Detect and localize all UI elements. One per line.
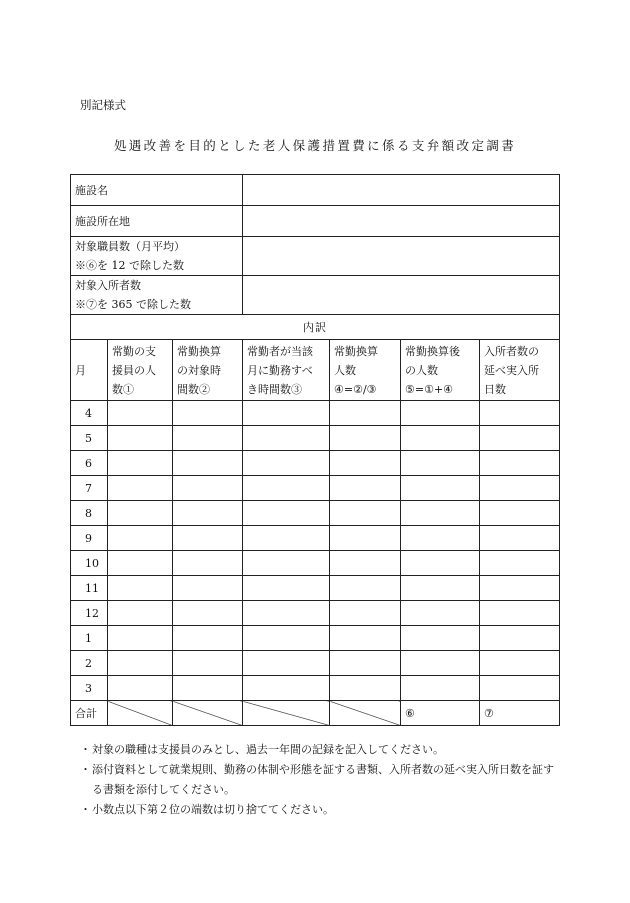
data-cell[interactable] (330, 426, 401, 451)
data-cell[interactable] (480, 576, 560, 601)
data-cell[interactable] (480, 451, 560, 476)
data-cell[interactable] (108, 651, 173, 676)
table-row (71, 476, 560, 501)
data-cell[interactable] (243, 401, 330, 426)
data-cell[interactable] (330, 476, 401, 501)
data-cell[interactable] (108, 551, 173, 576)
table-row (71, 426, 560, 451)
month-cell: 10 (71, 551, 108, 576)
table-row (71, 576, 560, 601)
month-cell: 5 (71, 426, 108, 451)
data-cell[interactable] (480, 676, 560, 701)
column-header-row (71, 340, 560, 401)
data-cell[interactable] (480, 501, 560, 526)
data-cell[interactable] (173, 426, 243, 451)
data-cell[interactable] (243, 651, 330, 676)
data-cell[interactable] (173, 451, 243, 476)
notes (80, 740, 560, 820)
note-item: ・ 小数点以下第２位の端数は切り捨ててください。 (80, 800, 560, 820)
data-cell[interactable] (173, 676, 243, 701)
data-cell[interactable] (480, 626, 560, 651)
data-cell[interactable] (108, 576, 173, 601)
data-cell[interactable] (330, 551, 401, 576)
data-cell[interactable] (243, 526, 330, 551)
table-row (71, 601, 560, 626)
total-cell-diagonal (330, 701, 401, 726)
month-cell: 12 (71, 601, 108, 626)
table-row (71, 501, 560, 526)
month-cell: 1 (71, 626, 108, 651)
info-row-resident-count (71, 276, 560, 315)
column-header-converted-count: 常勤換算 人数 ④=②/③ (330, 340, 401, 401)
data-cell[interactable] (108, 626, 173, 651)
data-cell[interactable] (480, 551, 560, 576)
column-header-fulltime-staff: 常勤の支 援員の人 数① (108, 340, 173, 401)
info-row-staff-count (71, 237, 560, 276)
resident-count-value[interactable] (243, 276, 560, 315)
data-cell[interactable] (401, 501, 480, 526)
total-cell-diagonal (108, 701, 173, 726)
info-row-facility-address (71, 206, 560, 237)
column-header-resident-days: 入所者数の 延べ実入所 日数 (480, 340, 560, 401)
data-cell[interactable] (480, 651, 560, 676)
total-resident-days-value[interactable]: ⑦ (480, 701, 560, 726)
data-cell[interactable] (243, 676, 330, 701)
data-cell[interactable] (243, 501, 330, 526)
data-cell[interactable] (401, 551, 480, 576)
data-cell[interactable] (243, 601, 330, 626)
data-cell[interactable] (330, 651, 401, 676)
data-cell[interactable] (243, 476, 330, 501)
table-row (71, 551, 560, 576)
column-header-target-hours: 常勤換算 の対象時 間数② (173, 340, 243, 401)
total-label: 合計 (71, 701, 108, 726)
month-cell: 3 (71, 676, 108, 701)
breakdown-header: 内訳 (71, 315, 560, 340)
total-staff-value[interactable]: ⑥ (401, 701, 480, 726)
month-cell: 4 (71, 401, 108, 426)
month-cell: 11 (71, 576, 108, 601)
staff-count-value[interactable] (243, 237, 560, 276)
data-cell[interactable] (480, 426, 560, 451)
data-cell[interactable] (108, 676, 173, 701)
form-label: 別記様式 (80, 98, 126, 112)
data-cell[interactable] (330, 601, 401, 626)
table-row (71, 651, 560, 676)
data-cell[interactable] (173, 601, 243, 626)
table-row (71, 626, 560, 651)
data-cell[interactable] (330, 451, 401, 476)
table-row (71, 526, 560, 551)
data-cell[interactable] (243, 576, 330, 601)
data-cell[interactable] (173, 501, 243, 526)
month-cell: 8 (71, 501, 108, 526)
data-cell[interactable] (243, 551, 330, 576)
column-header-required-hours: 常勤者が当該 月に勤務すべ き時間数③ (243, 340, 330, 401)
table-row (71, 401, 560, 426)
data-cell[interactable] (401, 401, 480, 426)
data-cell[interactable] (330, 676, 401, 701)
staff-count-label: 対象職員数（月平均） ※⑥を 12 で除した数 (71, 237, 243, 276)
data-cell[interactable] (330, 526, 401, 551)
table-row (71, 676, 560, 701)
data-cell[interactable] (108, 451, 173, 476)
total-row (71, 701, 560, 726)
data-cell[interactable] (173, 401, 243, 426)
table-row (71, 451, 560, 476)
data-cell[interactable] (401, 426, 480, 451)
total-cell-diagonal (173, 701, 243, 726)
data-cell[interactable] (173, 476, 243, 501)
data-cell[interactable] (243, 426, 330, 451)
data-cell[interactable] (243, 451, 330, 476)
data-cell[interactable] (330, 501, 401, 526)
data-cell[interactable] (243, 626, 330, 651)
month-cell: 7 (71, 476, 108, 501)
data-cell[interactable] (108, 501, 173, 526)
data-cell[interactable] (401, 451, 480, 476)
note-item: ・ 添付資料として就業規則、勤務の体制や形態を証する書類、入所者数の延べ実入所日数を証する書類を添付してください。 (80, 760, 560, 800)
column-header-total-after-conversion: 常勤換算後 の人数 ⑤=①+④ (401, 340, 480, 401)
breakdown-row (71, 315, 560, 340)
data-cell[interactable] (173, 576, 243, 601)
data-cell[interactable] (173, 651, 243, 676)
data-cell[interactable] (108, 601, 173, 626)
document-title: 処遇改善を目的とした老人保護措置費に係る支弁額改定調書 (113, 138, 517, 153)
month-cell: 2 (71, 651, 108, 676)
facility-name-value[interactable] (243, 175, 560, 206)
data-cell[interactable] (401, 601, 480, 626)
total-cell-diagonal (243, 701, 330, 726)
data-cell[interactable] (401, 576, 480, 601)
data-cell[interactable] (108, 401, 173, 426)
note-item: ・ 対象の職種は支援員のみとし、過去一年間の記録を記入してください。 (80, 740, 560, 760)
facility-name-label: 施設名 (71, 175, 243, 206)
data-cell[interactable] (330, 576, 401, 601)
data-cell[interactable] (480, 476, 560, 501)
data-cell[interactable] (401, 526, 480, 551)
month-cell: 9 (71, 526, 108, 551)
month-cell: 6 (71, 451, 108, 476)
data-cell[interactable] (173, 551, 243, 576)
data-cell[interactable] (401, 676, 480, 701)
data-cell[interactable] (108, 426, 173, 451)
column-header-month: 月 (71, 340, 108, 401)
data-cell[interactable] (401, 651, 480, 676)
data-cell[interactable] (401, 476, 480, 501)
month-rows (71, 401, 560, 701)
info-row-facility-name (71, 175, 560, 206)
facility-address-label: 施設所在地 (71, 206, 243, 237)
data-cell[interactable] (108, 526, 173, 551)
data-cell[interactable] (173, 526, 243, 551)
resident-count-label: 対象入所者数 ※⑦を 365 で除した数 (71, 276, 243, 315)
data-cell[interactable] (401, 626, 480, 651)
data-cell[interactable] (330, 401, 401, 426)
data-cell[interactable] (108, 476, 173, 501)
data-cell[interactable] (173, 626, 243, 651)
facility-address-value[interactable] (243, 206, 560, 237)
data-cell[interactable] (480, 526, 560, 551)
data-cell[interactable] (330, 626, 401, 651)
data-cell[interactable] (480, 401, 560, 426)
data-cell[interactable] (480, 601, 560, 626)
adjustment-table (70, 174, 560, 726)
